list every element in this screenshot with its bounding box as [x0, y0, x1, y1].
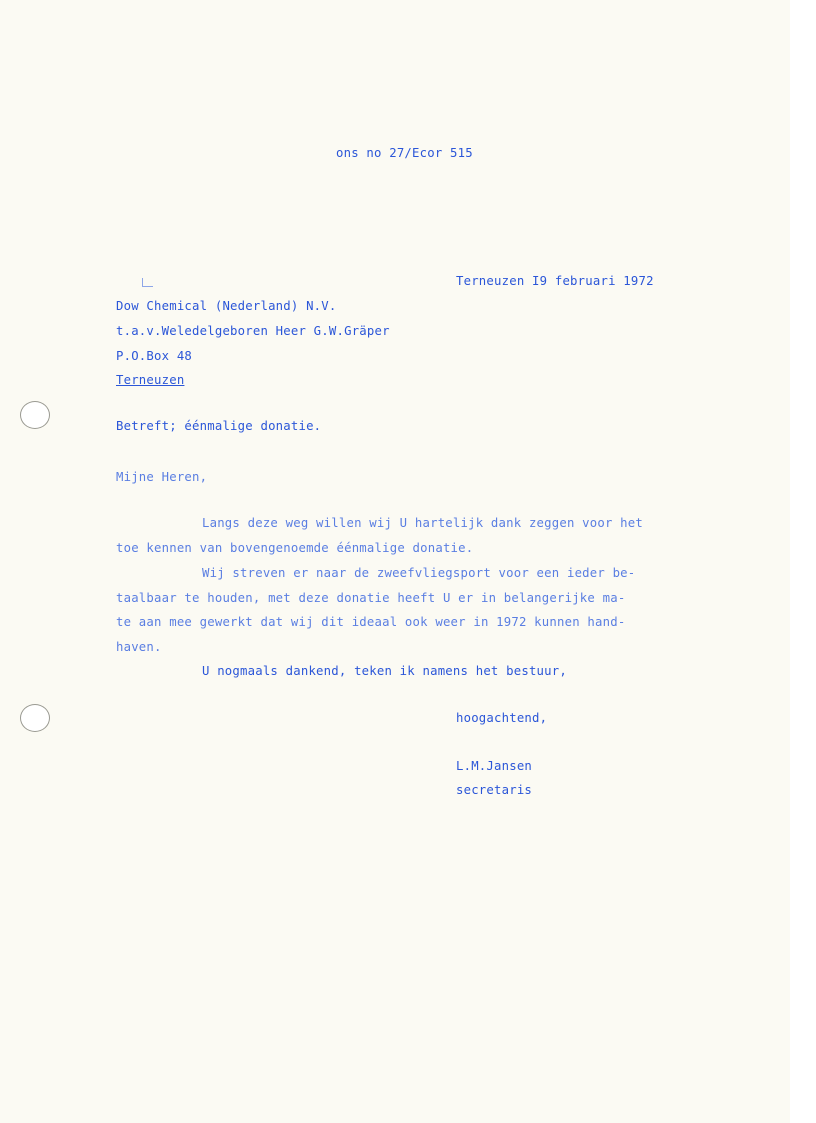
scan-edge: [790, 0, 816, 1123]
body-line: haven.: [116, 640, 162, 654]
reference-number: ons no 27/Ecor 515: [336, 146, 473, 160]
address-city: Terneuzen: [116, 373, 185, 387]
subject-line: Betreft; éénmalige donatie.: [116, 419, 322, 433]
salutation: Mijne Heren,: [116, 470, 208, 484]
signer-name: L.M.Jansen: [456, 759, 533, 773]
pencil-mark-icon: [142, 278, 153, 287]
body-line: U nogmaals dankend, teken ik namens het bestuur,: [202, 664, 567, 678]
body-line: te aan mee gewerkt dat wij dit ideaal ook weer in 1972 kunnen hand-: [116, 615, 626, 629]
address-attention: t.a.v.Weledelgeboren Heer G.W.Gräper: [116, 324, 390, 338]
body-line: taalbaar te houden, met deze donatie heeft U er in belangerijke ma-: [116, 591, 626, 605]
closing: hoogachtend,: [456, 711, 548, 725]
signer-title: secretaris: [456, 783, 533, 797]
body-line: Langs deze weg willen wij U hartelijk dank zeggen voor het: [202, 516, 643, 530]
body-line: toe kennen van bovengenoemde éénmalige donatie.: [116, 541, 474, 555]
body-line: Wij streven er naar de zweefvliegsport voor een ieder be-: [202, 566, 636, 580]
place-date: Terneuzen I9 februari 1972: [456, 274, 654, 288]
address-company: Dow Chemical (Nederland) N.V.: [116, 299, 337, 313]
punch-hole-icon: [20, 401, 50, 429]
punch-hole-icon: [20, 704, 50, 732]
address-box: P.O.Box 48: [116, 349, 193, 363]
